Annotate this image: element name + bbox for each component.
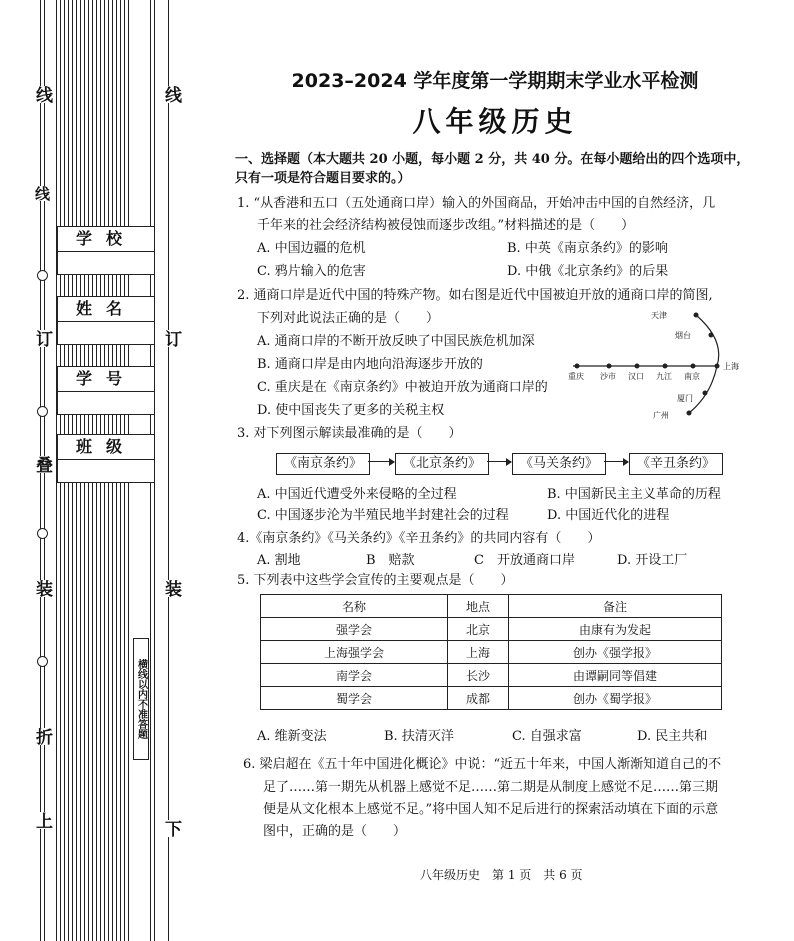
- option-d[interactable]: D. 中国近代化的进程: [547, 508, 670, 523]
- cut-label: 订: [30, 330, 55, 347]
- option-d[interactable]: D. 中俄《北京条约》的后果: [507, 264, 669, 279]
- table-cell: 蜀学会: [261, 687, 448, 710]
- table-row: [261, 664, 722, 687]
- cut-label: 装: [30, 580, 55, 597]
- port-dot-icon: [715, 364, 720, 369]
- option-b[interactable]: B. 中英《南京条约》的影响: [507, 241, 668, 256]
- binding-hole-icon: [37, 656, 48, 667]
- port-label: 南京: [684, 372, 700, 381]
- student-id-field[interactable]: [57, 366, 155, 415]
- option-a[interactable]: A. 中国近代遭受外来侵略的全过程: [257, 487, 457, 502]
- margin-line: [168, 0, 169, 941]
- port-dot-icon: [575, 364, 580, 369]
- no-answer-notice: 横线以内不准答题: [133, 638, 149, 760]
- cut-label: 装: [159, 580, 184, 597]
- arrow-icon: [604, 461, 628, 462]
- exam-title: 2023–2024 学年度第一学期期末学业水平检测: [291, 70, 699, 92]
- arrow-icon: [368, 461, 394, 462]
- cut-label: 订: [159, 330, 184, 347]
- table-cell: 上海强学会: [261, 641, 448, 664]
- option-c[interactable]: C. 中国逐步沦为半殖民地半封建社会的过程: [257, 508, 509, 523]
- port-label: 沙市: [600, 372, 616, 381]
- table-header-row: [261, 595, 722, 618]
- seal-label: 叠: [30, 456, 55, 473]
- option-a[interactable]: A. 割地: [257, 553, 301, 568]
- table-cell: 强学会: [261, 618, 448, 641]
- port-dot-icon: [607, 364, 612, 369]
- cut-label: 下: [159, 820, 184, 837]
- option-c[interactable]: C 开放通商口岸: [474, 553, 575, 568]
- port-label: 广州: [653, 411, 669, 420]
- question-6-stem: 图中，正确的是（ ）: [263, 824, 407, 839]
- table-cell: 南学会: [261, 664, 448, 687]
- port-dot-icon: [694, 313, 699, 318]
- option-b[interactable]: B. 中国新民主主义革命的历程: [547, 487, 721, 502]
- table-row: [261, 687, 722, 710]
- table-header: 地点: [448, 595, 509, 618]
- option-d[interactable]: D. 使中国丧失了更多的关税主权: [257, 403, 445, 418]
- port-label: 上海: [723, 362, 739, 371]
- question-1-stem: 千年来的社会经济结构被侵蚀而逐步改组。”材料描述的是（ ）: [257, 218, 635, 233]
- cut-label: 线: [30, 86, 55, 103]
- table-cell: 长沙: [448, 664, 509, 687]
- port-label: 天津: [651, 311, 667, 320]
- binding-hole-icon: [37, 270, 48, 281]
- port-label: 烟台: [675, 331, 691, 340]
- binding-hole-icon: [37, 528, 48, 539]
- question-1-stem: 1. “从香港和五口（五处通商口岸）输入的外国商品，开始冲击中国的自然经济，几: [237, 196, 716, 211]
- name-label: 姓名: [58, 297, 154, 322]
- treaty-box: 《南京条约》: [276, 453, 370, 475]
- option-c[interactable]: C. 自强求富: [512, 729, 582, 744]
- table-row: [261, 641, 722, 664]
- table-header: 名称: [261, 595, 448, 618]
- table-cell: 成都: [448, 687, 509, 710]
- cut-label: 上: [30, 812, 55, 829]
- section-instructions: 只有一项是符合题目要求的。）: [235, 171, 411, 186]
- option-a[interactable]: A. 维新变法: [257, 729, 327, 744]
- binding-hole-icon: [37, 406, 48, 417]
- table-cell: 创办《蜀学报》: [509, 687, 722, 710]
- name-field[interactable]: [57, 296, 155, 345]
- option-d[interactable]: D. 开设工厂: [617, 553, 688, 568]
- exam-subject: 八年级历史: [412, 105, 578, 138]
- school-field[interactable]: [57, 226, 155, 275]
- question-6-stem: 6. 梁启超在《五十年中国进化概论》中说：“近五十年来，中国人渐渐知道自己的不: [243, 757, 722, 772]
- port-dot-icon: [709, 333, 714, 338]
- port-dot-icon: [687, 411, 692, 416]
- student-id-label: 学号: [58, 367, 154, 392]
- option-a[interactable]: A. 中国边疆的危机: [257, 241, 366, 256]
- port-label: 汉口: [628, 372, 644, 381]
- option-b[interactable]: B. 通商口岸是由内地向沿海逐步开放的: [257, 357, 483, 372]
- page-footer: 八年级历史 第 1 页 共 6 页: [420, 868, 583, 882]
- port-label: 九江: [656, 372, 672, 381]
- question-2-stem: 下列对此说法正确的是（ ）: [257, 311, 440, 326]
- port-dot-icon: [703, 391, 708, 396]
- arrow-icon: [487, 461, 511, 462]
- question-6-stem: 足了……第一期先从机器上感觉不足……第二期是从制度上感觉不足……第三期: [263, 780, 719, 795]
- table-header: 备注: [509, 595, 722, 618]
- class-field[interactable]: [57, 434, 155, 483]
- option-a[interactable]: A. 通商口岸的不断开放反映了中国民族危机加深: [257, 334, 535, 349]
- treaty-box: 《北京条约》: [395, 453, 489, 475]
- section-instructions: 一、选择题（本大题共 20 小题，每小题 2 分，共 40 分。在每小题给出的四个选项中，: [235, 152, 750, 167]
- societies-table: [260, 594, 722, 710]
- option-b[interactable]: B. 扶清灭洋: [384, 729, 454, 744]
- question-6-stem: 便是从文化根本上感觉不足。”将中国人知不足后进行的探索活动填在下面的示意: [263, 802, 719, 817]
- class-label: 班级: [58, 435, 154, 460]
- option-b[interactable]: B 赔款: [366, 553, 415, 568]
- port-label: 重庆: [568, 372, 584, 381]
- cut-label: 线: [159, 86, 184, 103]
- treaty-box: 《马关条约》: [512, 453, 606, 475]
- option-c[interactable]: C. 重庆是在《南京条约》中被迫开放为通商口岸的: [257, 380, 548, 395]
- question-5-stem: 5. 下列表中这些学会宣传的主要观点是（ ）: [237, 573, 514, 588]
- table-cell: 由康有为发起: [509, 618, 722, 641]
- treaty-box: 《辛丑条约》: [629, 453, 723, 475]
- cut-label: 折: [30, 728, 55, 745]
- question-2-stem: 2. 通商口岸是近代中国的特殊产物。如右图是近代中国被迫开放的通商口岸的简图,: [237, 288, 713, 303]
- option-d[interactable]: D. 民主共和: [637, 729, 708, 744]
- school-label: 学校: [58, 227, 154, 252]
- cut-label: 线: [33, 186, 51, 201]
- table-cell: 创办《强学报》: [509, 641, 722, 664]
- question-3-stem: 3. 对下列图示解读最准确的是（ ）: [237, 426, 462, 441]
- port-dot-icon: [635, 364, 640, 369]
- port-dot-icon: [663, 364, 668, 369]
- table-cell: 由谭嗣同等倡建: [509, 664, 722, 687]
- table-cell: 上海: [448, 641, 509, 664]
- question-4-stem: 4.《南京条约》《马关条约》《辛丑条约》的共同内容有（ ）: [237, 531, 601, 546]
- port-dot-icon: [691, 364, 696, 369]
- port-label: 厦门: [677, 394, 693, 403]
- treaty-ports-map: [565, 305, 745, 425]
- table-row: [261, 618, 722, 641]
- table-cell: 北京: [448, 618, 509, 641]
- option-c[interactable]: C. 鸦片输入的危害: [257, 264, 366, 279]
